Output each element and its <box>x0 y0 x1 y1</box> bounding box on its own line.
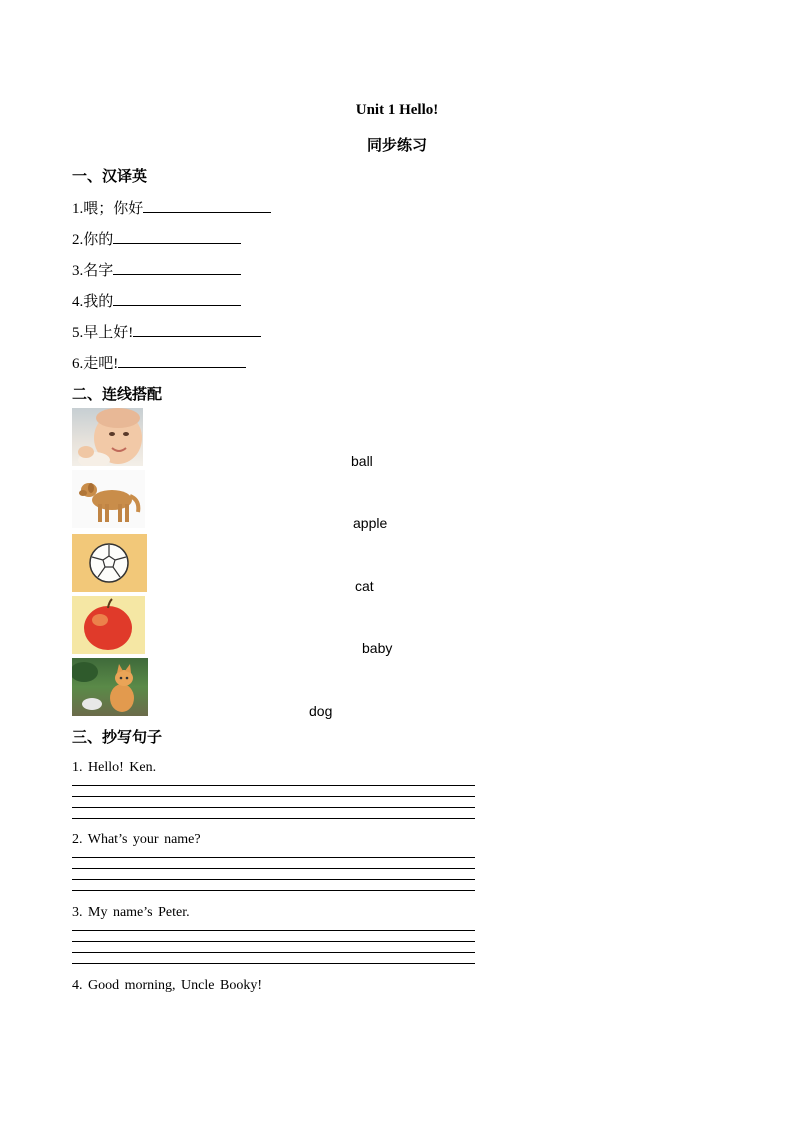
match-word-cat[interactable]: cat <box>355 578 374 594</box>
vocab-item-label: 5.早上好! <box>72 325 134 341</box>
match-word-baby[interactable]: baby <box>362 640 393 656</box>
apple-photo[interactable] <box>72 596 145 654</box>
writing-lines[interactable] <box>72 785 475 829</box>
page-subtitle: 同步练习 <box>366 138 427 154</box>
vocab-item-label: 1.喂；你好 <box>72 201 144 217</box>
vocab-item-label: 6.走吧! <box>72 356 119 372</box>
cat-photo[interactable] <box>72 658 148 716</box>
baby-photo[interactable] <box>72 408 143 466</box>
answer-blank[interactable] <box>118 353 246 368</box>
vocab-item-3 <box>72 259 241 280</box>
vocab-item-4 <box>72 290 241 311</box>
vocab-item-label: 4.我的 <box>72 294 114 310</box>
copy-sentence-4: 4. Good morning, Uncle Booky! <box>72 978 262 993</box>
vocab-item-6 <box>72 352 246 373</box>
copy-sentence-3: 3. My name’s Peter. <box>72 905 190 920</box>
copy-sentence-2: 2. What’s your name? <box>72 832 201 847</box>
dog-photo[interactable] <box>72 470 145 528</box>
section-heading-matching: 二、连线搭配 <box>72 387 163 403</box>
page-title: Unit 1 Hello! <box>355 102 439 118</box>
match-word-dog[interactable]: dog <box>309 703 333 719</box>
answer-blank[interactable] <box>113 260 241 275</box>
ball-photo[interactable] <box>72 534 147 592</box>
section-heading-copy: 三、抄写句子 <box>72 730 163 746</box>
vocab-item-label: 3.名字 <box>72 263 114 279</box>
vocab-item-1 <box>72 197 271 218</box>
vocab-item-2 <box>72 228 241 249</box>
vocab-item-5 <box>72 321 261 342</box>
writing-lines[interactable] <box>72 857 475 901</box>
copy-sentence-1: 1. Hello! Ken. <box>72 760 157 775</box>
answer-blank[interactable] <box>113 291 241 306</box>
writing-lines[interactable] <box>72 930 475 974</box>
answer-blank[interactable] <box>143 198 271 213</box>
vocab-item-label: 2.你的 <box>72 232 114 248</box>
answer-blank[interactable] <box>133 322 261 337</box>
section-heading-translate: 一、汉译英 <box>72 169 148 185</box>
match-word-apple[interactable]: apple <box>353 515 388 531</box>
match-word-ball[interactable]: ball <box>351 453 373 469</box>
answer-blank[interactable] <box>113 229 241 244</box>
